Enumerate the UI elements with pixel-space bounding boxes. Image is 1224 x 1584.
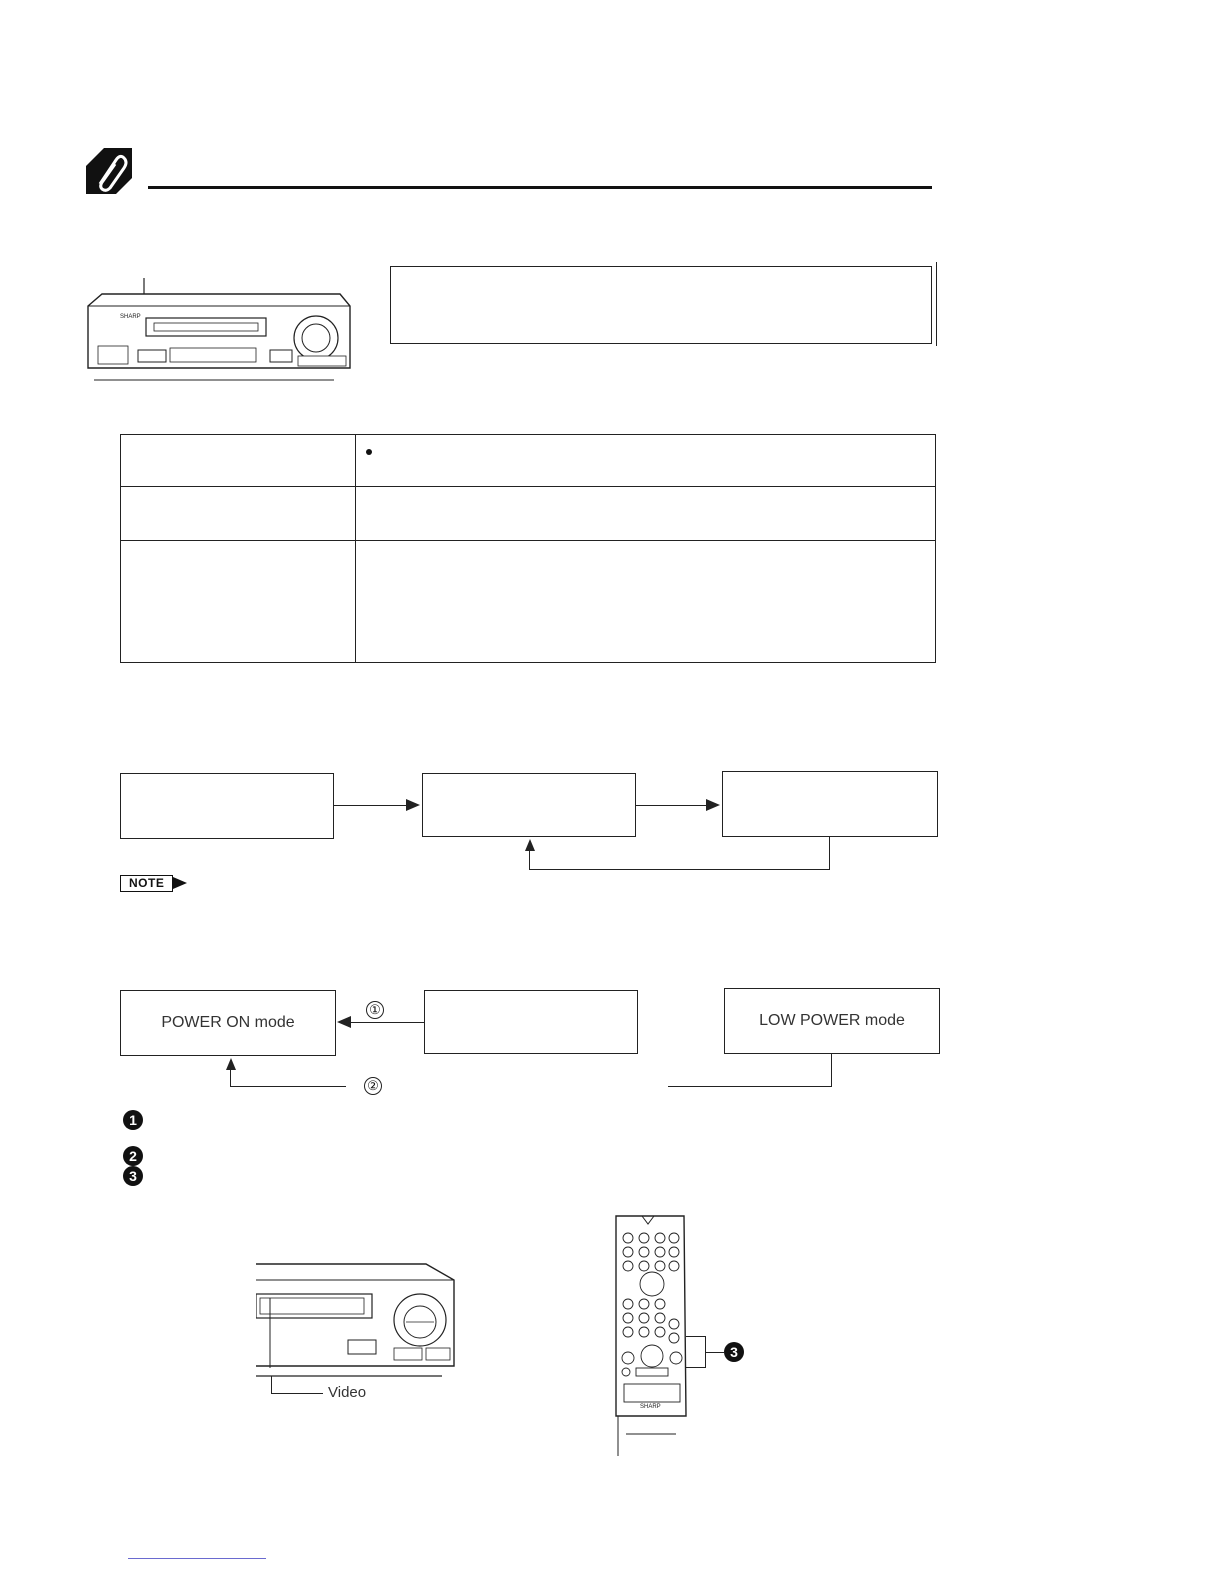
table-cell xyxy=(121,541,356,663)
step-marker-1: 1 xyxy=(123,1110,143,1130)
remote-callout-line xyxy=(706,1352,724,1353)
flow-arrow-head xyxy=(406,799,420,811)
info-box xyxy=(390,266,932,344)
flow-return-line xyxy=(829,837,830,869)
step-marker-circle-2: ② xyxy=(364,1077,382,1095)
video-callout-line xyxy=(271,1376,272,1394)
step-marker-3: 3 xyxy=(123,1166,143,1186)
remote-step-marker-3: 3 xyxy=(724,1342,744,1362)
note-badge-label: NOTE xyxy=(120,875,173,892)
flow-arrow-line xyxy=(636,805,710,806)
info-box-edge xyxy=(936,262,937,346)
power-on-mode-box: POWER ON mode xyxy=(120,990,336,1056)
table-row xyxy=(121,487,936,541)
table-row xyxy=(121,435,936,487)
flow-bottom-middle-box xyxy=(424,990,638,1054)
flow-bottom-arrow-head xyxy=(337,1016,351,1028)
flow-bottom-return-line xyxy=(230,1068,231,1087)
video-callout-label: Video xyxy=(328,1384,367,1401)
flow-top-box-3 xyxy=(722,771,938,837)
video-callout-line xyxy=(271,1393,323,1394)
flow-return-line xyxy=(529,849,530,869)
table-cell xyxy=(356,435,936,487)
flow-arrow-head xyxy=(706,799,720,811)
vcr-closeup-figure xyxy=(256,1258,466,1378)
header-rule xyxy=(148,186,932,189)
flow-bottom-return-line xyxy=(668,1086,832,1087)
flow-top-box-1 xyxy=(120,773,334,839)
vcr-brand-text: SHARP xyxy=(120,314,141,320)
low-power-mode-box: LOW POWER mode xyxy=(724,988,940,1054)
table-row xyxy=(121,541,936,663)
flow-return-arrow xyxy=(525,839,535,851)
flow-bottom-return-arrow xyxy=(226,1058,236,1070)
step-marker-circle-1: ① xyxy=(366,1001,384,1019)
flow-bottom-return-line xyxy=(230,1086,346,1087)
flow-arrow-line xyxy=(334,805,410,806)
vcr-front-figure xyxy=(84,276,354,384)
flow-bottom-arrow-line xyxy=(350,1022,424,1023)
footer-rule xyxy=(128,1558,266,1559)
remote-callout-bracket xyxy=(686,1336,706,1368)
step-marker-2: 2 xyxy=(123,1146,143,1166)
bullet-dot xyxy=(366,449,372,455)
note-badge-arrow-icon xyxy=(173,877,187,889)
flow-top-box-2 xyxy=(422,773,636,837)
flow-bottom-return-line xyxy=(831,1054,832,1086)
spec-table xyxy=(120,434,936,663)
remote-control-figure xyxy=(612,1212,692,1456)
flow-return-line xyxy=(529,869,830,870)
table-cell xyxy=(121,435,356,487)
table-cell xyxy=(356,541,936,663)
paperclip-note-icon xyxy=(86,148,132,194)
table-cell xyxy=(121,487,356,541)
table-cell xyxy=(356,487,936,541)
note-badge xyxy=(120,874,187,892)
remote-brand-text: SHARP xyxy=(640,1404,661,1410)
